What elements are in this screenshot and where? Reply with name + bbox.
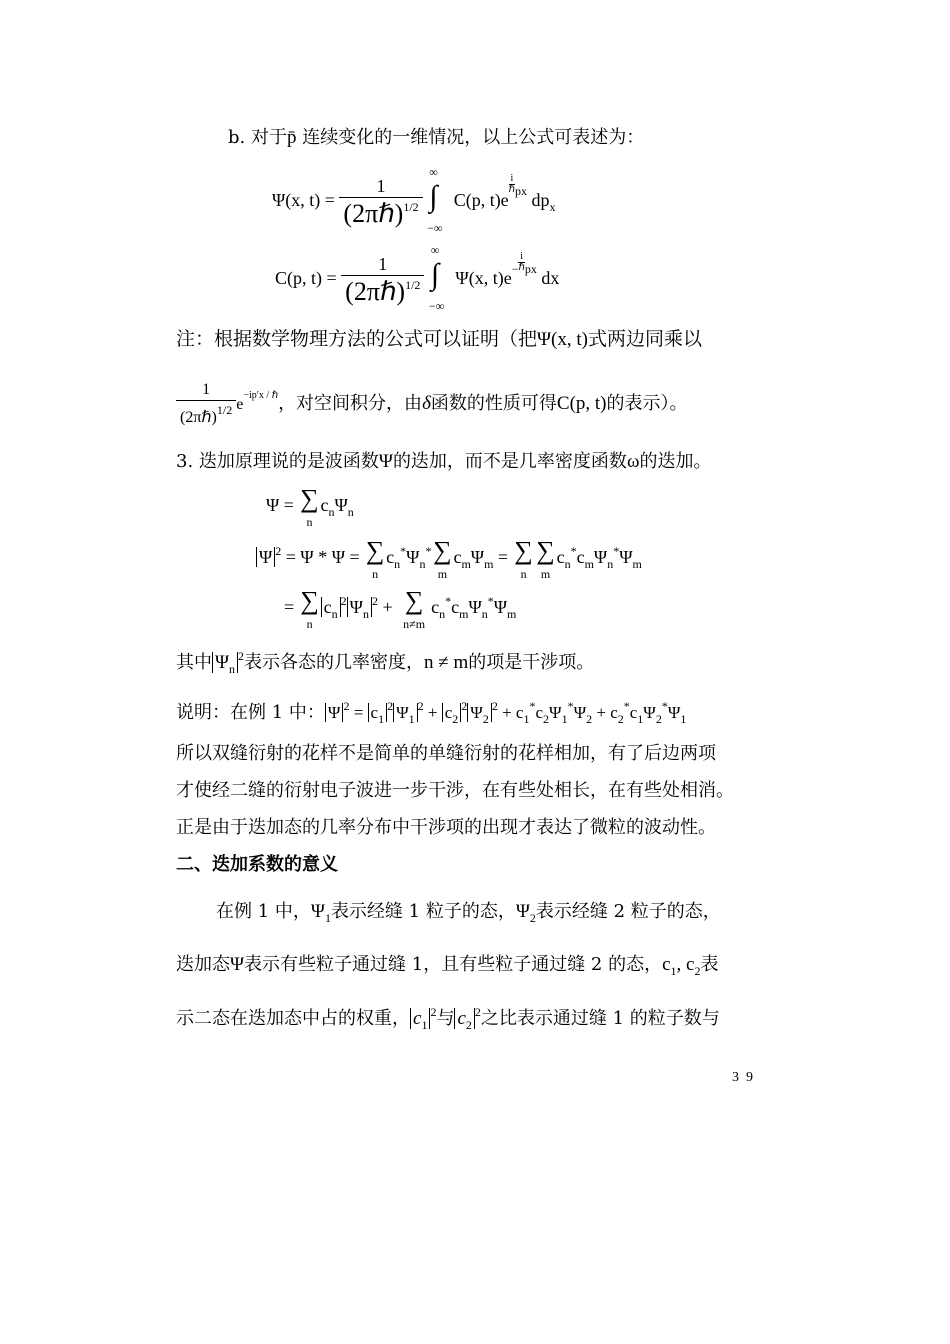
page-number: 39 [732,1070,760,1085]
note-fraction: $\frac{1}{(2\pi\hbar)^{1/2}}$ [176,382,236,426]
line-b-prefix: b. 对于 [228,127,287,148]
section-heading: 二、迭加系数的意义 [176,854,338,875]
integral-sign: ∞ ∫ −∞ [428,242,445,313]
line-b [228,128,644,147]
superposition-equation-3: = ∑ n $c_n^2$ $\Psi_n^2$ + ∑ n≠m $c_n^*c_m\Psi_n^*\Psi_m$ [284,586,517,631]
equation-psi-fourier: Ψ(x, t) = $\frac{1}{(2\pi\hbar)^{1/2}}$ ∞ ∫ −∞ C(p, t)e i ℏ$^{px}$ $dp_x$ [272,164,556,235]
line-b-text: 连续变化的一维情况，以上公式可表述为： [296,127,645,148]
item-3: 3. 迭加原理说的是波函数Ψ的迭加，而不是几率密度函数ω的迭加。 [176,451,712,472]
eq2-lhs: C(p, t) = [275,268,337,288]
p-bar-symbol: p̄ [286,127,297,148]
explanation-equation-line: 说明：在例 1 中： Ψ $^2 = c_1^2$ $\Psi_1^2 + c_2^2$ $\Psi_2^2 + c_1^*c_2\Psi_1^*\Psi_2 + c_2^*c_1\Psi_2^*\Psi_1$ [176,699,687,726]
equation-c-fourier: C(p, t) = $\frac{1}{(2\pi\hbar)^{1/2}}$ ∞ ∫ −∞ Ψ(x, t)e− i ℏ$^{px}$ dx [275,242,560,313]
interference-line: 其中 $\Psi_n^2$表示各态的几率密度，n ≠ m的项是干涉项。 [176,649,595,676]
eq1-fraction: $\frac{1}{(2\pi\hbar)^{1/2}}$ [339,177,422,227]
integral-sign: ∞ ∫ −∞ [427,164,443,235]
explanation-line-1: 所以双缝衍射的花样不是简单的单缝衍射的花样相加，有了后边两项 [176,743,716,764]
eq2-integrand: Ψ(x, t)e [455,268,512,288]
eq1-integrand: C(p, t)e [453,190,509,210]
superposition-equation-2: Ψ $^2$ = Ψ * Ψ = ∑ n $c_n^*\Psi_n^*$ ∑ m $c_m\Psi_m$ = ∑ n ∑ m $c_n^*c_m\Psi_n^*\Psi_m$ [256,538,642,580]
superposition-equation-1: Ψ = ∑ n $c_n\Psi_n$ [266,484,354,529]
paragraph-line-3: 示二态在迭加态中占的权重， $c_1^2$与 $c_2^2$之比表示通过缝 1 的粒子数与 [176,1005,720,1032]
paragraph-line-1: 在例 1 中，$\Psi_1$表示经缝 1 粒子的态，$\Psi_2$表示经缝 2 粒子的态， [216,901,721,925]
note-line-1: 注：根据数学物理方法的公式可以证明（把Ψ(x, t)式两边同乘以 [176,328,702,350]
eq2-fraction: $\frac{1}{(2\pi\hbar)^{1/2}}$ [341,255,424,305]
explanation-line-3: 正是由于迭加态的几率分布中干涉项的出现才表达了微粒的波动性。 [176,817,716,838]
paragraph-line-2: 迭加态Ψ表示有些粒子通过缝 1，且有些粒子通过缝 2 的态，$c_1$, $c_2$表 [176,954,719,978]
note-line-2: $\frac{1}{(2\pi\hbar)^{1/2}}$ $e^{-ip'x / \hbar}$，对空间积分，由δ函数的性质可得C(p, t)的表示）。 [176,382,688,426]
explanation-line-2: 才使经二缝的衍射电子波进一步干涉，在有些处相长，在有些处相消。 [176,780,734,801]
eq1-lhs: Ψ(x, t) = [272,190,335,210]
